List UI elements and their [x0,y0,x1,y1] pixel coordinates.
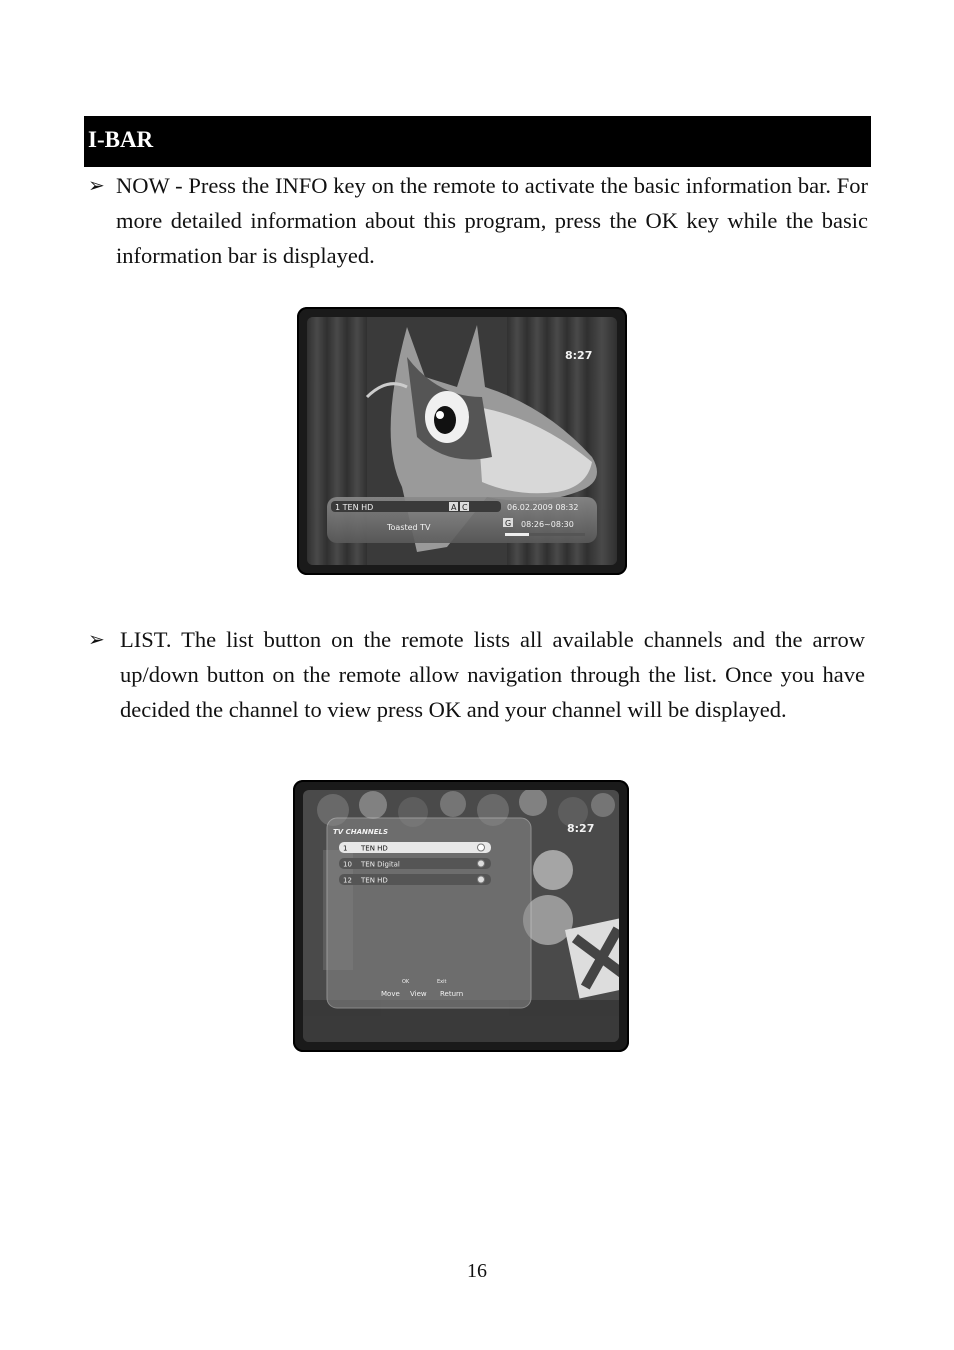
channel-number: 12 [343,876,352,885]
svg-text:A: A [451,503,457,512]
info-channel: 1 TEN HD [335,503,374,512]
channel-list-screen-image [303,790,619,1042]
info-program: Toasted TV [387,523,431,532]
info-bar-screenshot [297,307,627,575]
heart-icon [478,844,485,851]
channel-row[interactable] [339,842,491,853]
bullet-now [88,168,868,278]
channel-number: 1 [343,844,348,853]
screen2-clock: 8:27 [567,822,595,835]
list-title: TV CHANNELS [333,828,389,836]
svg-text:G: G [505,519,512,528]
key-ok-label: OK [402,979,410,985]
page-number: 16 [467,1260,487,1282]
bullet-now-text: NOW - Press the INFO key on the remote to activate the basic information bar. For more detailed information about this program, press the OK key while the basic information bar is displayed. [116,173,868,268]
info-bar-screen-image [307,317,617,565]
help-view: View [410,990,427,998]
help-return: Return [440,990,464,998]
channel-name: TEN Digital [361,860,400,869]
info-time-range: 08:26~08:30 [521,520,574,529]
info-date-time: 06.02.2009 08:32 [507,503,579,512]
section-header [84,116,871,167]
svg-text:C: C [462,503,468,512]
section-title: I-BAR [88,127,154,152]
channel-name: TEN HD [361,844,388,853]
bullet-list [88,622,868,767]
program-progress [505,533,529,536]
channel-row[interactable] [339,874,491,885]
heart-icon [478,860,485,867]
key-exit-label: Exit [437,979,447,985]
bullet-arrow-icon: ➢ [88,627,105,651]
heart-icon [478,876,485,883]
channel-name: TEN HD [361,876,388,885]
bullet-arrow-icon: ➢ [88,173,105,197]
help-move: Move [381,990,400,998]
channel-row[interactable] [339,858,491,869]
screen1-clock: 8:27 [565,349,593,362]
channel-number: 10 [343,860,352,869]
bullet-list-text: LIST. The list button on the remote lists all available channels and the arrow up/down button on the remote allow navigation through the list. Once you have decided the channel to view press OK and your channel will be displayed. [120,627,865,722]
channel-list-screenshot [293,780,629,1052]
channel-list[interactable] [339,842,491,885]
